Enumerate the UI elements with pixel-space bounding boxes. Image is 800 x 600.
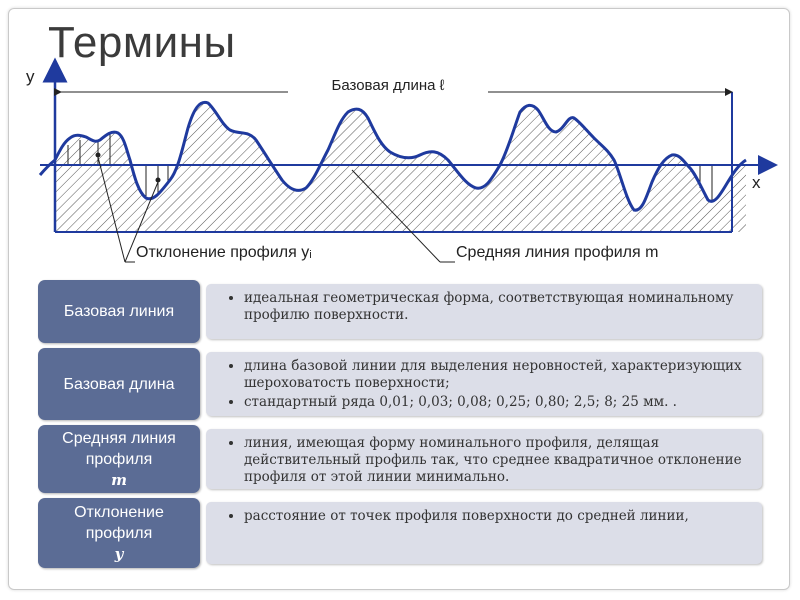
term-text: Средняя линия профиля xyxy=(62,429,176,468)
term-row-base-length xyxy=(38,348,762,420)
term-row-base-line xyxy=(38,280,762,343)
term-text: Базовая линия xyxy=(63,303,175,320)
term-description xyxy=(206,284,762,339)
term-symbol: y xyxy=(114,544,124,563)
profile-diagram xyxy=(0,0,800,280)
description-item: • длина базовой линии для выделения неровностей, характеризующих шероховатость поверхности; xyxy=(244,358,754,392)
term-label xyxy=(38,498,200,568)
y-axis-label: у xyxy=(26,67,35,86)
term-text: Базовая длина xyxy=(63,375,175,393)
term-label xyxy=(38,425,200,493)
term-label xyxy=(38,280,200,343)
term-text: Отклонение профиля xyxy=(74,503,164,542)
term-symbol: m xyxy=(111,470,127,489)
term-label xyxy=(38,348,200,420)
slide-title: Термины xyxy=(48,18,236,67)
description-item: • идеальная геометрическая форма, соответствующая номинальному профилю поверхности. xyxy=(244,290,754,324)
deviation-label: Отклонение профиля yᵢ xyxy=(136,244,312,261)
term-description xyxy=(206,352,762,416)
base-length-label: Базовая длина ℓ xyxy=(331,77,445,94)
deviation-point-1 xyxy=(96,153,101,158)
term-row-deviation xyxy=(38,498,762,568)
description-item: • расстояние от точек профиля поверхности до средней линии, xyxy=(244,508,754,525)
term-description xyxy=(206,429,762,489)
description-item: • стандартный ряда 0,01; 0,03; 0,08; 0,25; 0,80; 2,5; 8; 25 мм. . xyxy=(244,394,754,411)
description-item: • линия, имеющая форму номинального профиля, делящая действительный профиль так, что среднее квадратичное отклонение профиля от этой линии минимально. xyxy=(244,435,754,486)
term-row-mean-line xyxy=(38,425,762,493)
deviation-point-2 xyxy=(156,178,161,183)
mean-line-label: Средняя линия профиля m xyxy=(456,244,659,261)
hatched-area xyxy=(55,102,746,232)
term-description xyxy=(206,502,762,564)
x-axis-label: х xyxy=(752,173,761,192)
